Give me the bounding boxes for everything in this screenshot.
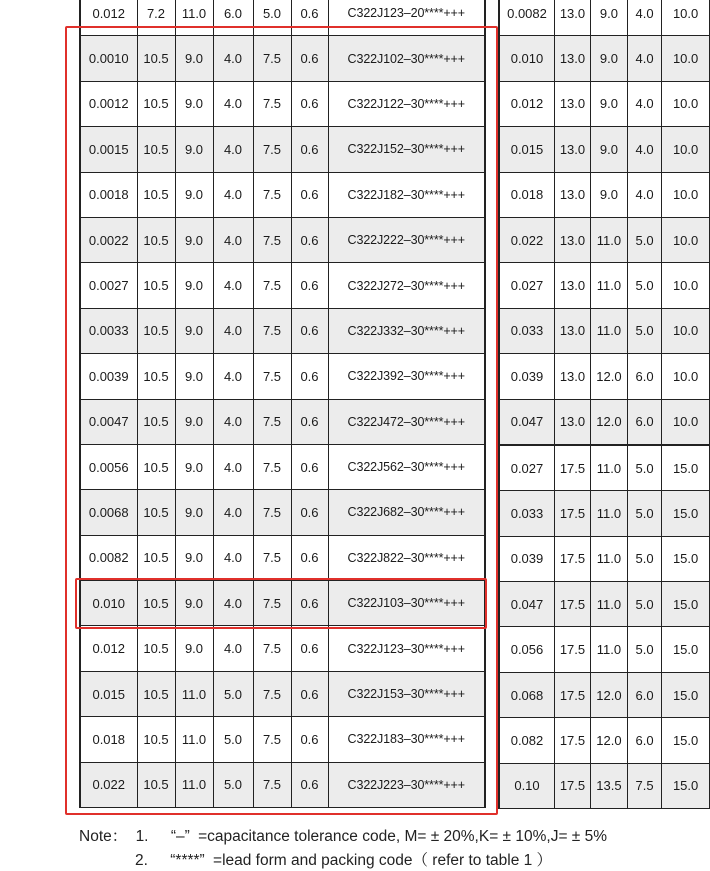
dimension-cell: 10.0 [662,308,710,353]
dimension-cell: 4.0 [213,217,253,262]
dimension-cell: 9.0 [175,581,213,626]
note-2-text: =lead form and packing code（ refer to table 1 ） [213,852,553,869]
dimension-cell: 13.0 [555,217,591,262]
dimension-cell: 4.0 [213,308,253,353]
table-row [499,36,710,81]
table-row [80,581,485,626]
part-number-cell: C322J123–20****+++ [328,0,485,36]
table-row [499,582,710,627]
part-number-cell: C322J222–30****+++ [328,217,485,262]
capacitance-cell: 0.010 [499,36,555,81]
dimension-cell: 17.5 [555,627,591,672]
dimension-cell: 10.5 [137,354,175,399]
dimension-cell: 9.0 [175,217,213,262]
dimension-cell: 6.0 [627,354,661,399]
dimension-cell: 4.0 [213,626,253,671]
capacitance-cell: 0.039 [499,354,555,399]
capacitance-cell: 0.027 [499,263,555,308]
table-row [80,172,485,217]
table-row [499,217,710,262]
dimension-cell: 10.5 [137,399,175,444]
table-row [499,672,710,717]
capacitance-cell: 0.012 [80,626,137,671]
table-row [80,81,485,126]
dimension-cell: 13.5 [590,763,627,808]
dimension-cell: 9.0 [175,263,213,308]
part-number-cell: C322J682–30****+++ [328,490,485,535]
part-number-cell: C322J223–30****+++ [328,762,485,807]
dimension-cell: 15.0 [662,491,710,536]
part-number-cell: C322J822–30****+++ [328,535,485,580]
dimension-cell: 9.0 [175,399,213,444]
capacitance-cell: 0.027 [499,445,555,491]
dimension-cell: 9.0 [175,444,213,489]
capacitance-cell: 0.0039 [80,354,137,399]
capacitance-cell: 0.0027 [80,263,137,308]
dimension-cell: 0.6 [291,81,328,126]
dimension-cell: 17.5 [555,582,591,627]
dimension-cell: 4.0 [213,535,253,580]
dimension-cell: 4.0 [213,490,253,535]
capacitance-cell: 0.012 [80,0,137,36]
dimension-cell: 4.0 [213,81,253,126]
dimension-cell: 11.0 [175,0,213,36]
dimension-cell: 5.0 [213,717,253,762]
capacitance-cell: 0.068 [499,672,555,717]
dimension-cell: 7.5 [253,626,291,671]
dimension-cell: 0.6 [291,399,328,444]
dimension-cell: 10.5 [137,217,175,262]
table-row [499,263,710,308]
dimension-cell: 9.0 [590,127,627,172]
dimension-cell: 10.5 [137,172,175,217]
dimension-cell: 17.5 [555,763,591,808]
dimension-cell: 4.0 [627,81,661,126]
dimension-cell: 10.5 [137,581,175,626]
dimension-cell: 7.5 [253,444,291,489]
dimension-cell: 4.0 [213,581,253,626]
capacitance-cell: 0.0082 [80,535,137,580]
table-row [80,671,485,716]
dimension-cell: 0.6 [291,308,328,353]
capacitance-cell: 0.033 [499,491,555,536]
dimension-cell: 4.0 [627,127,661,172]
dimension-cell: 6.0 [213,0,253,36]
right-spec-table [498,0,710,809]
table-row [499,491,710,536]
capacitance-cell: 0.033 [499,308,555,353]
table-row [80,626,485,671]
note-1-symbol: “–” [170,828,190,845]
capacitance-cell: 0.10 [499,763,555,808]
table-row [499,172,710,217]
dimension-cell: 9.0 [590,172,627,217]
dimension-cell: 7.5 [253,762,291,807]
dimension-cell: 11.0 [175,671,213,716]
dimension-cell: 7.5 [253,81,291,126]
dimension-cell: 10.0 [662,217,710,262]
dimension-cell: 10.5 [137,127,175,172]
dimension-cell: 4.0 [213,444,253,489]
part-number-cell: C322J103–30****+++ [328,581,485,626]
dimension-cell: 0.6 [291,127,328,172]
left-table-body [80,0,485,808]
table-row [499,81,710,126]
capacitance-cell: 0.047 [499,399,555,445]
dimension-cell: 6.0 [627,718,661,763]
table-row [499,536,710,581]
dimension-cell: 9.0 [175,127,213,172]
dimension-cell: 5.0 [627,627,661,672]
note-line-1 [79,824,607,846]
dimension-cell: 10.5 [137,671,175,716]
dimension-cell: 7.5 [253,490,291,535]
dimension-cell: 10.0 [662,0,710,36]
dimension-cell: 10.5 [137,263,175,308]
table-row [499,308,710,353]
capacitance-cell: 0.0047 [80,399,137,444]
dimension-cell: 9.0 [590,36,627,81]
capacitance-cell: 0.018 [499,172,555,217]
table-row [499,354,710,399]
dimension-cell: 9.0 [590,81,627,126]
dimension-cell: 6.0 [627,399,661,445]
dimension-cell: 12.0 [590,399,627,445]
dimension-cell: 4.0 [627,172,661,217]
note-1-number: 1. [135,828,149,845]
dimension-cell: 15.0 [662,763,710,808]
dimension-cell: 0.6 [291,172,328,217]
dimension-cell: 15.0 [662,445,710,491]
dimension-cell: 11.0 [590,491,627,536]
table-row [80,354,485,399]
dimension-cell: 4.0 [213,263,253,308]
dimension-cell: 10.0 [662,399,710,445]
dimension-cell: 17.5 [555,491,591,536]
left-spec-table [79,0,486,808]
dimension-cell: 7.5 [253,172,291,217]
dimension-cell: 0.6 [291,490,328,535]
capacitance-cell: 0.0012 [80,81,137,126]
dimension-cell: 4.0 [213,354,253,399]
dimension-cell: 5.0 [627,308,661,353]
capacitance-cell: 0.022 [499,217,555,262]
dimension-cell: 10.0 [662,263,710,308]
dimension-cell: 0.6 [291,217,328,262]
capacitance-cell: 0.0022 [80,217,137,262]
dimension-cell: 4.0 [627,0,661,36]
capacitance-cell: 0.047 [499,582,555,627]
dimension-cell: 10.5 [137,490,175,535]
table-row [80,399,485,444]
dimension-cell: 9.0 [175,535,213,580]
dimension-cell: 0.6 [291,535,328,580]
dimension-cell: 10.5 [137,308,175,353]
table-row [80,36,485,81]
dimension-cell: 10.0 [662,81,710,126]
dimension-cell: 9.0 [175,81,213,126]
dimension-cell: 9.0 [175,36,213,81]
dimension-cell: 11.0 [590,217,627,262]
table-row [499,445,710,491]
dimension-cell: 0.6 [291,444,328,489]
dimension-cell: 13.0 [555,399,591,445]
dimension-cell: 10.0 [662,172,710,217]
part-number-cell: C322J182–30****+++ [328,172,485,217]
dimension-cell: 5.0 [213,762,253,807]
right-table-body [499,0,710,809]
dimension-cell: 15.0 [662,718,710,763]
dimension-cell: 11.0 [590,627,627,672]
capacitance-cell: 0.022 [80,762,137,807]
note-label: Note： [79,828,128,845]
part-number-cell: C322J183–30****+++ [328,717,485,762]
dimension-cell: 5.0 [627,536,661,581]
dimension-cell: 11.0 [175,717,213,762]
part-number-cell: C322J102–30****+++ [328,36,485,81]
capacitance-cell: 0.0018 [80,172,137,217]
table-row [80,762,485,807]
dimension-cell: 7.5 [253,535,291,580]
dimension-cell: 9.0 [175,308,213,353]
dimension-cell: 0.6 [291,36,328,81]
dimension-cell: 10.5 [137,535,175,580]
dimension-cell: 11.0 [590,445,627,491]
dimension-cell: 10.5 [137,717,175,762]
capacitance-cell: 0.0015 [80,127,137,172]
dimension-cell: 13.0 [555,36,591,81]
note-2-symbol: “****” [170,852,205,869]
dimension-cell: 0.6 [291,0,328,36]
dimension-cell: 0.6 [291,762,328,807]
dimension-cell: 0.6 [291,263,328,308]
dimension-cell: 11.0 [175,762,213,807]
table-row [499,763,710,808]
capacitance-cell: 0.015 [499,127,555,172]
dimension-cell: 9.0 [590,0,627,36]
table-row [80,0,485,36]
part-number-cell: C322J122–30****+++ [328,81,485,126]
part-number-cell: C322J392–30****+++ [328,354,485,399]
note-2-number: 2. [135,852,148,869]
capacitance-cell: 0.0056 [80,444,137,489]
dimension-cell: 13.0 [555,127,591,172]
table-row [80,217,485,262]
dimension-cell: 7.5 [253,354,291,399]
dimension-cell: 11.0 [590,536,627,581]
capacitance-cell: 0.056 [499,627,555,672]
dimension-cell: 15.0 [662,536,710,581]
dimension-cell: 9.0 [175,354,213,399]
table-row [499,0,710,36]
dimension-cell: 10.5 [137,36,175,81]
dimension-cell: 13.0 [555,81,591,126]
dimension-cell: 12.0 [590,672,627,717]
dimension-cell: 4.0 [213,36,253,81]
dimension-cell: 0.6 [291,581,328,626]
table-row [80,444,485,489]
dimension-cell: 7.5 [253,717,291,762]
table-row [499,627,710,672]
dimension-cell: 4.0 [213,172,253,217]
dimension-cell: 4.0 [213,399,253,444]
part-number-cell: C322J332–30****+++ [328,308,485,353]
dimension-cell: 10.5 [137,762,175,807]
capacitance-cell: 0.010 [80,581,137,626]
dimension-cell: 10.0 [662,127,710,172]
capacitance-cell: 0.0033 [80,308,137,353]
part-number-cell: C322J472–30****+++ [328,399,485,444]
dimension-cell: 13.0 [555,172,591,217]
dimension-cell: 5.0 [213,671,253,716]
dimension-cell: 17.5 [555,672,591,717]
dimension-cell: 0.6 [291,354,328,399]
table-row [80,717,485,762]
dimension-cell: 17.5 [555,536,591,581]
dimension-cell: 10.0 [662,36,710,81]
dimension-cell: 7.5 [253,217,291,262]
capacitance-cell: 0.018 [80,717,137,762]
table-row [80,535,485,580]
dimension-cell: 5.0 [627,491,661,536]
dimension-cell: 10.5 [137,81,175,126]
dimension-cell: 17.5 [555,718,591,763]
capacitance-cell: 0.012 [499,81,555,126]
dimension-cell: 0.6 [291,671,328,716]
dimension-cell: 7.5 [253,399,291,444]
dimension-cell: 11.0 [590,582,627,627]
capacitance-cell: 0.0068 [80,490,137,535]
part-number-cell: C322J272–30****+++ [328,263,485,308]
dimension-cell: 13.0 [555,263,591,308]
part-number-cell: C322J153–30****+++ [328,671,485,716]
table-row [80,490,485,535]
table-row [499,718,710,763]
dimension-cell: 7.5 [253,671,291,716]
part-number-cell: C322J562–30****+++ [328,444,485,489]
dimension-cell: 4.0 [213,127,253,172]
dimension-cell: 11.0 [590,263,627,308]
note-line-2 [135,848,552,870]
dimension-cell: 7.5 [253,308,291,353]
dimension-cell: 12.0 [590,354,627,399]
dimension-cell: 7.2 [137,0,175,36]
dimension-cell: 7.5 [627,763,661,808]
dimension-cell: 5.0 [253,0,291,36]
dimension-cell: 13.0 [555,354,591,399]
dimension-cell: 0.6 [291,626,328,671]
table-row [80,263,485,308]
dimension-cell: 12.0 [590,718,627,763]
dimension-cell: 9.0 [175,172,213,217]
table-row [80,308,485,353]
capacitance-cell: 0.082 [499,718,555,763]
dimension-cell: 9.0 [175,626,213,671]
note-1-text: =capacitance tolerance code, M= ± 20%,K= ± 10%,J= ± 5% [198,828,608,845]
dimension-cell: 11.0 [590,308,627,353]
table-row [80,127,485,172]
dimension-cell: 5.0 [627,582,661,627]
dimension-cell: 15.0 [662,582,710,627]
dimension-cell: 17.5 [555,445,591,491]
part-number-cell: C322J123–30****+++ [328,626,485,671]
dimension-cell: 5.0 [627,263,661,308]
capacitance-cell: 0.0010 [80,36,137,81]
dimension-cell: 15.0 [662,627,710,672]
dimension-cell: 5.0 [627,217,661,262]
dimension-cell: 13.0 [555,308,591,353]
dimension-cell: 7.5 [253,36,291,81]
capacitance-cell: 0.0082 [499,0,555,36]
dimension-cell: 6.0 [627,672,661,717]
dimension-cell: 10.5 [137,626,175,671]
dimension-cell: 10.5 [137,444,175,489]
part-number-cell: C322J152–30****+++ [328,127,485,172]
dimension-cell: 7.5 [253,263,291,308]
capacitance-cell: 0.039 [499,536,555,581]
dimension-cell: 0.6 [291,717,328,762]
dimension-cell: 10.0 [662,354,710,399]
dimension-cell: 7.5 [253,581,291,626]
dimension-cell: 13.0 [555,0,591,36]
table-row [499,127,710,172]
dimension-cell: 5.0 [627,445,661,491]
dimension-cell: 7.5 [253,127,291,172]
table-row [499,399,710,445]
dimension-cell: 15.0 [662,672,710,717]
capacitance-cell: 0.015 [80,671,137,716]
dimension-cell: 4.0 [627,36,661,81]
dimension-cell: 9.0 [175,490,213,535]
